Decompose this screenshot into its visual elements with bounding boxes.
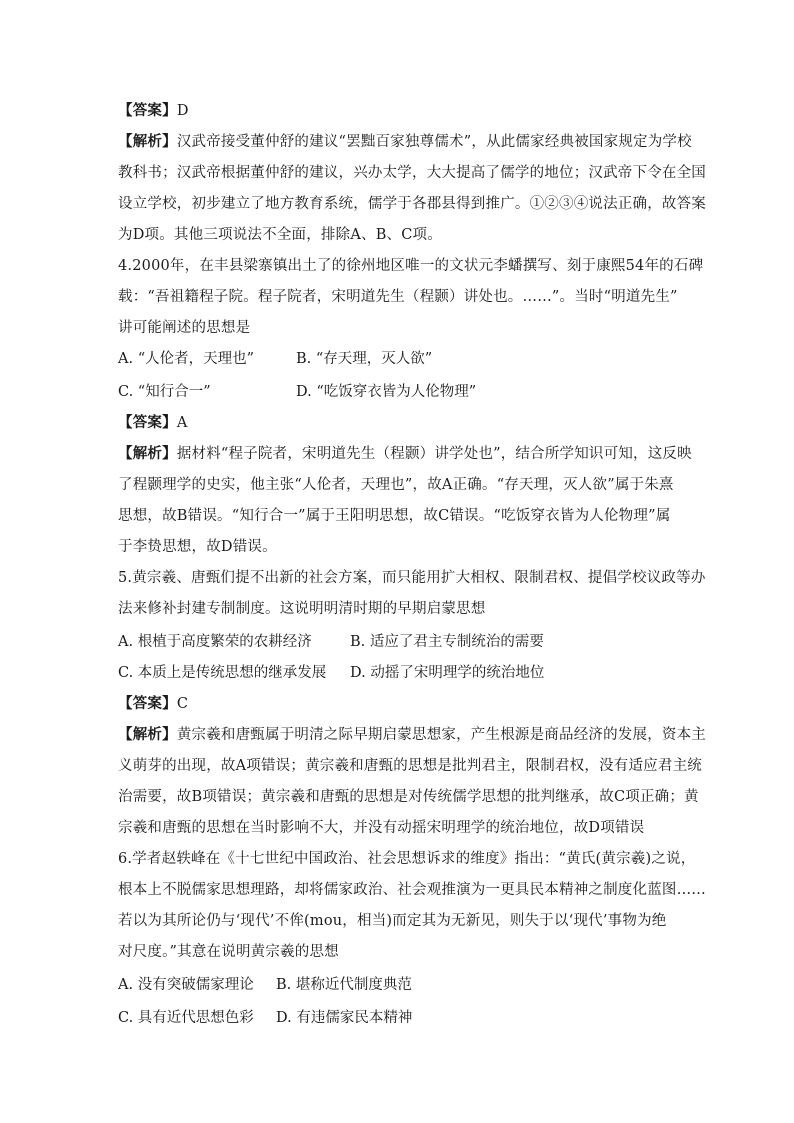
answer-value: A <box>176 415 188 431</box>
analysis-4-line-1 <box>118 444 692 464</box>
analysis-4-line-3: 思想，故B错误。“知行合一”属于王阳明思想，故C错误。“吃饭穿衣皆为人伦物理”属 <box>118 508 671 524</box>
question-6-line-2: 根本上不脱儒家思想理路，却将儒家政治、社会观推演为一更具民本精神之制度化蓝图…… <box>118 882 706 898</box>
question-6-option-b: B. 堪称近代制度典范 <box>276 977 412 993</box>
question-5-line-1: 5.黄宗羲、唐甄们提不出新的社会方案，而只能用扩大相权、限制君权、提倡学校议政等办 <box>118 570 706 586</box>
analysis-3-line-2: 教科书；汉武帝根据董仲舒的建议，兴办太学，大大提高了儒学的地位；汉武帝下令在全国 <box>118 165 706 181</box>
analysis-tag: 【解析】 <box>118 445 177 462</box>
question-5-line-2: 法来修补封建专制制度。这说明明清时期的早期启蒙思想 <box>118 601 486 617</box>
question-5-option-b: B. 适应了君主专制统治的需要 <box>350 634 544 650</box>
analysis-5-line-1 <box>118 725 706 745</box>
analysis-3-line-3: 设立学校，初步建立了地方教育系统，儒学于各郡县得到推广。①②③④说法正确，故答案 <box>118 196 706 212</box>
question-4-line-1: 4.2000年，在丰县梁寨镇出土了的徐州地区唯一的文状元李蟠撰写、刻于康熙54年的石碑 <box>118 258 704 274</box>
question-6-option-c: C. 具有近代思想色彩 <box>118 1010 254 1026</box>
question-4-option-b: B. “存天理，灭人欲” <box>296 351 433 367</box>
answer-value: D <box>176 103 189 119</box>
question-4-line-2: 载：“吾祖籍程子院。程子院者，宋明道先生（程颢）讲处也。……”。当时“明道先生” <box>118 289 678 305</box>
question-5-option-d: D. 动摇了宋明理学的统治地位 <box>350 665 545 681</box>
analysis-tag: 【解析】 <box>118 726 177 743</box>
question-6-line-3: 若以为其所论仍与‘现代’不侔(mou，相当)而定其为无新见，则失于以‘现代’事物为绝 <box>118 913 667 929</box>
question-6-line-1: 6.学者赵轶峰在《十七世纪中国政治、社会思想诉求的维度》指出：“黄氏(黄宗羲)之说， <box>118 851 696 867</box>
question-6-option-a: A. 没有突破儒家理论 <box>118 977 254 993</box>
analysis-text: 黄宗羲和唐甄属于明清之际早期启蒙思想家，产生根源是商品经济的发展，资本主 <box>176 727 707 743</box>
question-4-option-c: C. “知行合一” <box>118 384 211 400</box>
question-4-option-a: A. “人伦者，天理也” <box>118 351 255 367</box>
question-6-line-4: 对尺度。”其意在说明黄宗羲的思想 <box>118 944 339 960</box>
question-4-line-3: 讲可能阐述的思想是 <box>118 320 251 336</box>
question-4-option-d: D. “吃饭穿衣皆为人伦物理” <box>296 384 477 400</box>
analysis-text: 据材料“程子院者，宋明道先生（程颢）讲学处也”，结合所学知识可知，这反映 <box>176 446 692 462</box>
question-5-option-a: A. 根植于高度繁荣的农耕经济 <box>118 634 312 650</box>
answer-tag: 【答案】 <box>118 414 177 431</box>
answer-3 <box>118 101 189 121</box>
answer-tag: 【答案】 <box>118 695 177 712</box>
analysis-5-line-3: 治需要，故B项错误；黄宗羲和唐甄的思想是对传统儒学思想的批判继承，故C项正确；黄 <box>118 789 699 805</box>
analysis-5-line-4: 宗羲和唐甄的思想在当时影响不大，并没有动摇宋明理学的统治地位，故D项错误 <box>118 820 645 836</box>
analysis-4-line-4: 于李贽思想，故D错误。 <box>118 539 277 555</box>
analysis-4-line-2: 了程颢理学的史实，他主张“人伦者，天理也”，故A正确。“存天理，灭人欲”属于朱熹 <box>118 477 674 493</box>
analysis-3-line-1 <box>118 132 692 152</box>
question-5-option-c: C. 本质上是传统思想的继承发展 <box>118 665 327 681</box>
analysis-3-line-4: 为D项。其他三项说法不全面，排除A、B、C项。 <box>118 227 442 243</box>
analysis-tag: 【解析】 <box>118 133 177 150</box>
answer-5 <box>118 694 188 714</box>
analysis-5-line-2: 义萌芽的出现，故A项错误；黄宗羲和唐甄的思想是批判君主，限制君权，没有适应君主统 <box>118 758 702 774</box>
analysis-text: 汉武帝接受董仲舒的建议“罢黜百家独尊儒术”，从此儒家经典被国家规定为学校 <box>176 134 692 150</box>
question-6-option-d: D. 有违儒家民本精神 <box>276 1010 413 1026</box>
answer-4 <box>118 413 187 433</box>
answer-tag: 【答案】 <box>118 102 177 119</box>
answer-value: C <box>176 696 189 712</box>
